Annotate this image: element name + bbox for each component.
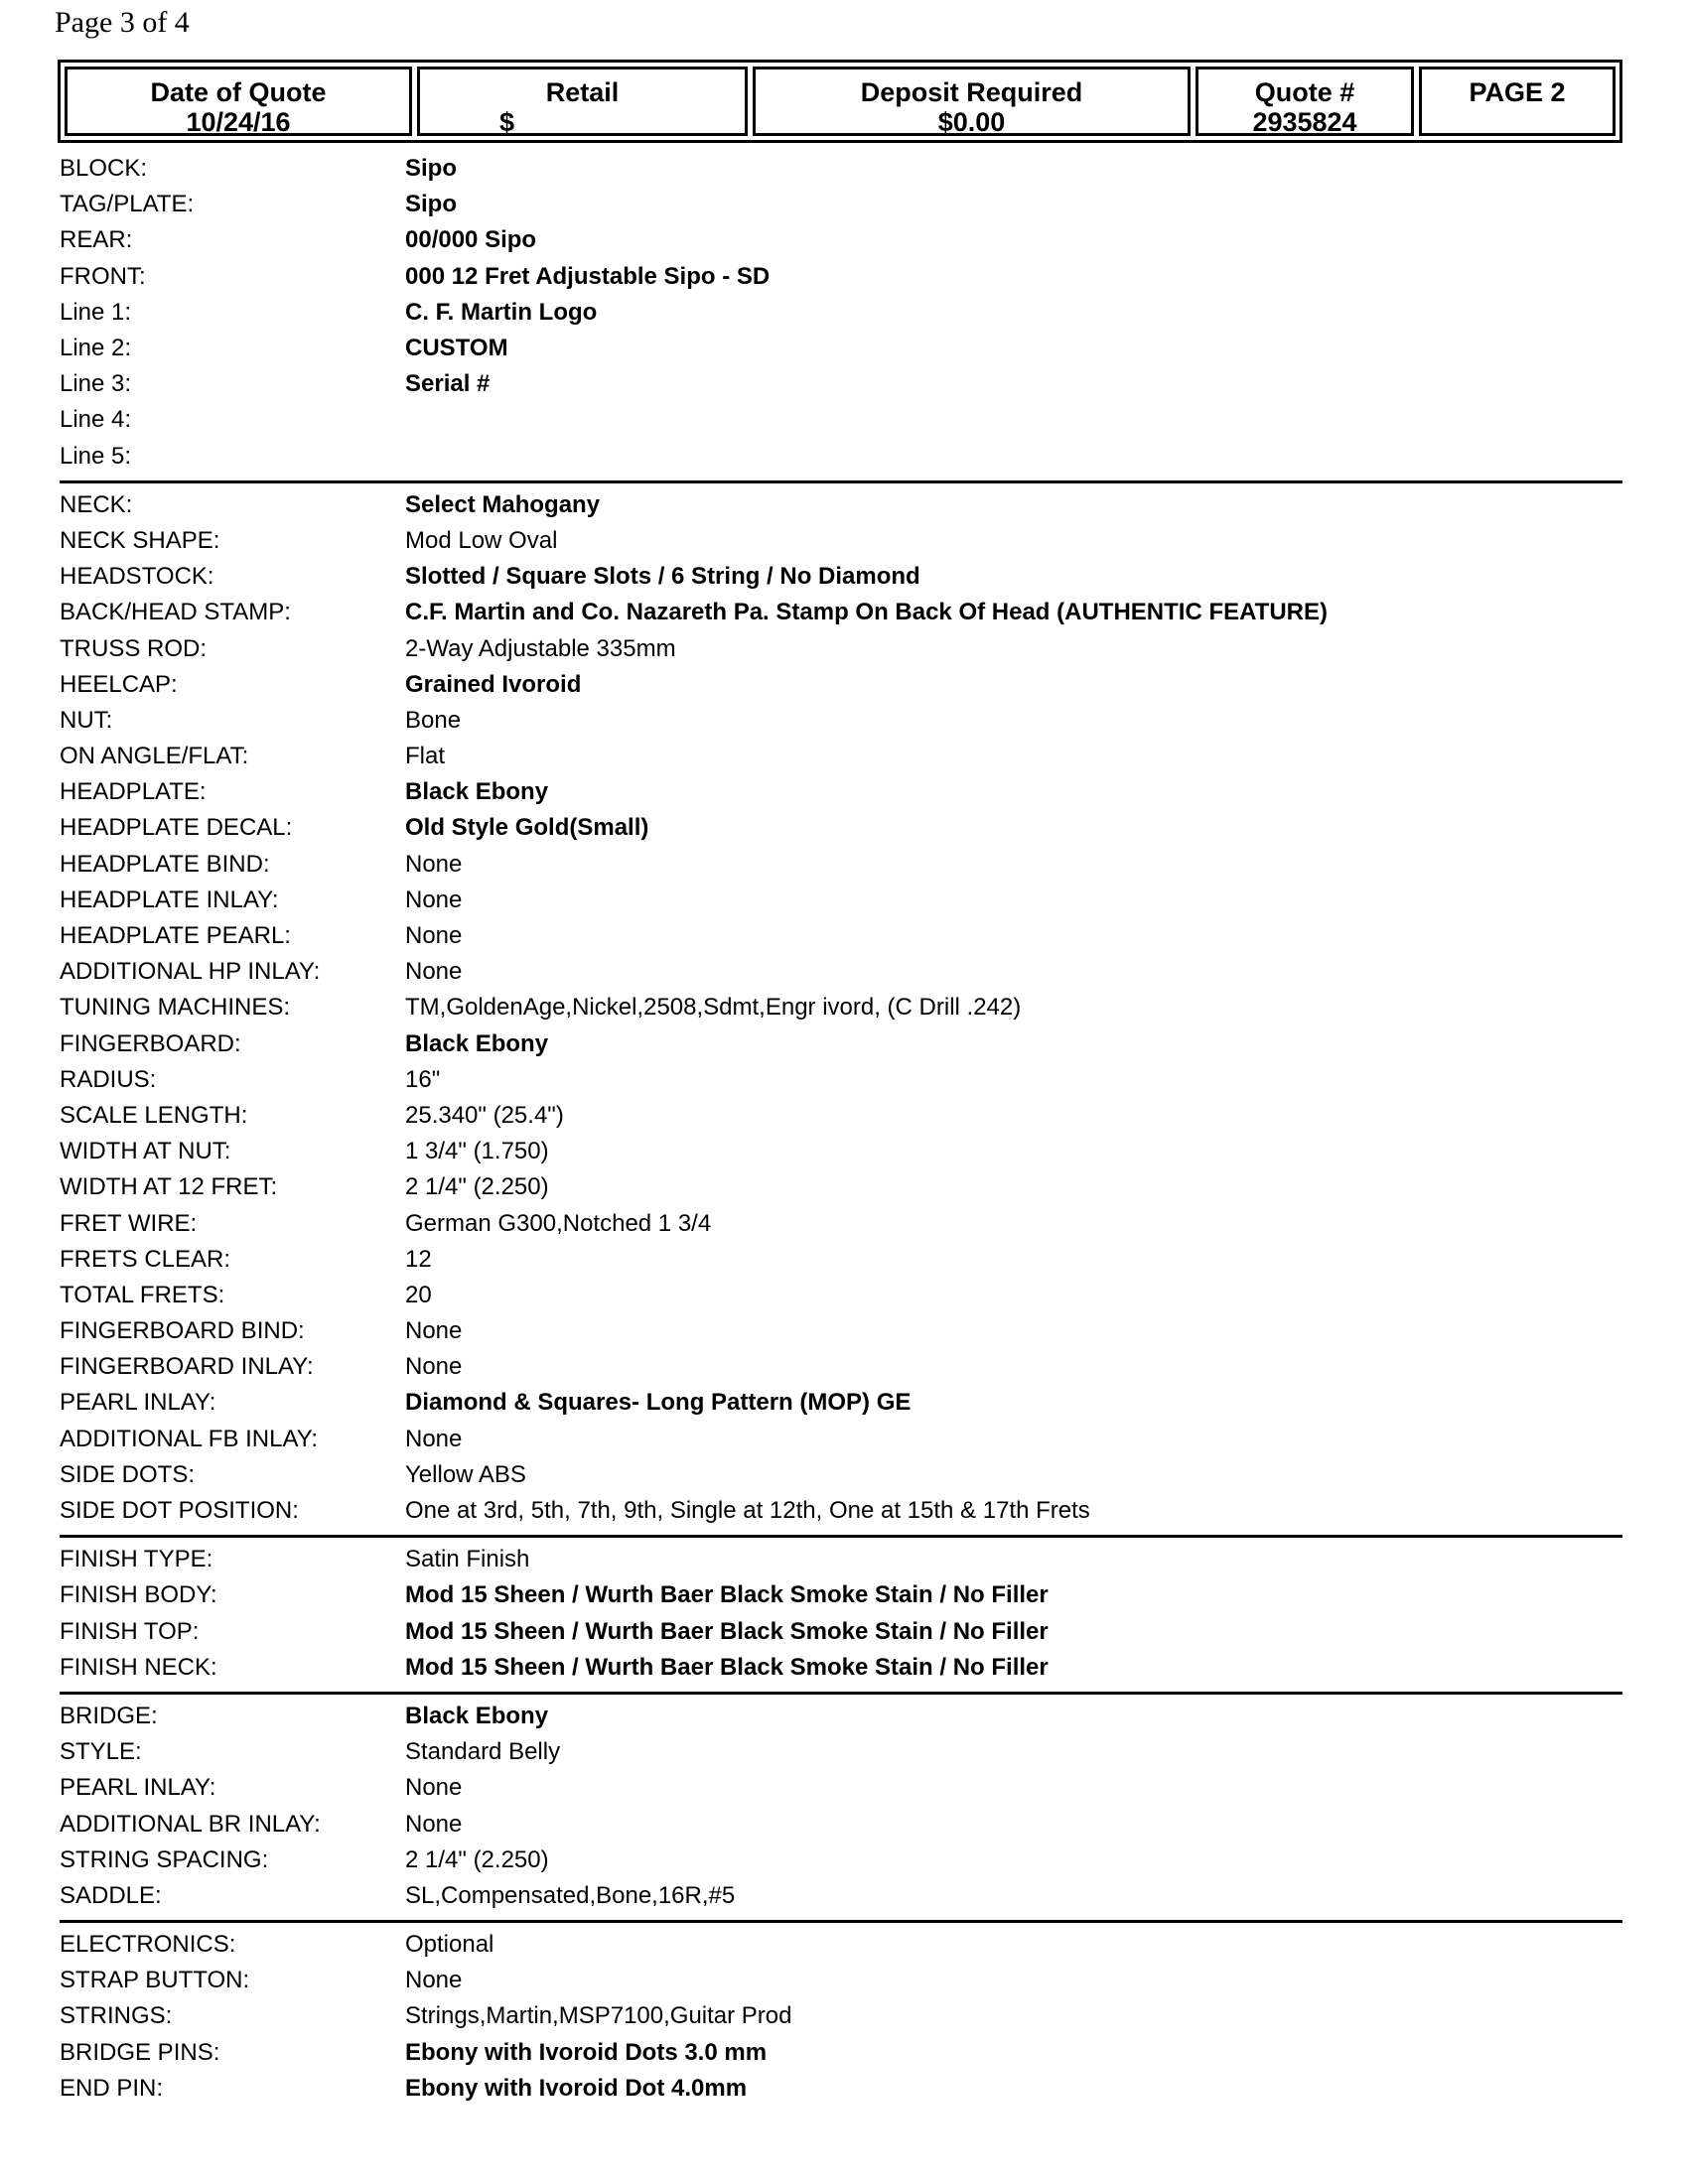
- spec-row: [60, 1650, 1622, 1686]
- spec-value: 16": [405, 1065, 441, 1093]
- spec-row: [60, 1422, 1622, 1457]
- spec-value: Standard Belly: [405, 1738, 561, 1766]
- spec-value: None: [405, 958, 463, 986]
- page-cell: [1419, 67, 1616, 136]
- spec-value: None: [405, 1967, 463, 1994]
- spec-row: [60, 1169, 1622, 1205]
- spec-row: [60, 1614, 1622, 1650]
- spec-label: SADDLE:: [60, 1881, 162, 1909]
- spec-value: Black Ebony: [405, 778, 549, 806]
- spec-row: [60, 1134, 1622, 1169]
- spec-label: STYLE:: [60, 1738, 142, 1766]
- spec-label: NUT:: [60, 706, 113, 734]
- spec-row: [60, 1843, 1622, 1878]
- spec-label: WIDTH AT NUT:: [60, 1138, 231, 1165]
- spec-row: [60, 1385, 1622, 1421]
- spec-row: [60, 187, 1622, 222]
- quote-number-label: Quote #: [1254, 77, 1355, 107]
- spec-row: [60, 630, 1622, 666]
- spec-row: [60, 1278, 1622, 1313]
- spec-label: Line 2:: [60, 335, 132, 362]
- spec-value: One at 3rd, 5th, 7th, 9th, Single at 12th, One at 15th & 17th Frets: [405, 1497, 1090, 1525]
- retail-label: Retail: [545, 77, 620, 107]
- spec-row: [60, 739, 1622, 774]
- date-of-quote-cell: [65, 67, 412, 136]
- spec-label: STRING SPACING:: [60, 1845, 269, 1873]
- page-number: Page 3 of 4: [55, 6, 190, 39]
- spec-label: PEARL INLAY:: [60, 1389, 216, 1417]
- spec-value: Flat: [405, 743, 446, 770]
- date-of-quote-value: 10/24/16: [186, 107, 291, 137]
- spec-label: BLOCK:: [60, 155, 148, 183]
- spec-value: 25.340" (25.4"): [405, 1101, 564, 1129]
- quote-number-value: 2935824: [1252, 107, 1357, 137]
- retail-cell: [417, 67, 748, 136]
- spec-value: Satin Finish: [405, 1546, 530, 1573]
- spec-label: FINGERBOARD BIND:: [60, 1317, 305, 1345]
- spec-value: Old Style Gold(Small): [405, 814, 649, 842]
- spec-label: FINISH NECK:: [60, 1653, 217, 1681]
- spec-value: 2 1/4" (2.250): [405, 1173, 549, 1201]
- spec-label: REAR:: [60, 226, 133, 254]
- spec-sections: [60, 147, 1622, 2113]
- spec-value: CUSTOM: [405, 335, 508, 362]
- section-bridge: [60, 1692, 1622, 1920]
- spec-value: Black Ebony: [405, 1702, 549, 1729]
- spec-row: [60, 847, 1622, 883]
- spec-label: ADDITIONAL FB INLAY:: [60, 1425, 319, 1452]
- spec-row: [60, 1098, 1622, 1134]
- spec-label: RADIUS:: [60, 1065, 157, 1093]
- spec-row: [60, 523, 1622, 559]
- spec-row: [60, 1542, 1622, 1577]
- spec-row: [60, 2035, 1622, 2071]
- deposit-value: $0.00: [937, 107, 1006, 137]
- spec-value: None: [405, 1317, 463, 1345]
- spec-label: HEADSTOCK:: [60, 563, 214, 591]
- spec-row: [60, 1457, 1622, 1493]
- section-finish: [60, 1535, 1622, 1692]
- spec-value: 00/000 Sipo: [405, 226, 537, 254]
- spec-value: None: [405, 1774, 463, 1802]
- quote-number-cell: [1196, 67, 1414, 136]
- spec-value: Sipo: [405, 155, 457, 183]
- spec-row: [60, 1205, 1622, 1241]
- spec-label: FRETS CLEAR:: [60, 1245, 231, 1273]
- spec-row: [60, 1493, 1622, 1529]
- spec-row: [60, 487, 1622, 523]
- spec-row: [60, 222, 1622, 258]
- spec-row: [60, 1734, 1622, 1770]
- spec-row: [60, 1026, 1622, 1062]
- spec-value: Mod 15 Sheen / Wurth Baer Black Smoke Stain / No Filler: [405, 1653, 1049, 1681]
- spec-row: [60, 1770, 1622, 1806]
- spec-label: HEADPLATE:: [60, 778, 207, 806]
- spec-label: FRONT:: [60, 262, 146, 290]
- spec-label: Line 1:: [60, 298, 132, 326]
- spec-row: [60, 1242, 1622, 1278]
- spec-label: TUNING MACHINES:: [60, 994, 291, 1022]
- spec-label: HEADPLATE PEARL:: [60, 922, 291, 950]
- spec-value: Ebony with Ivoroid Dot 4.0mm: [405, 2074, 748, 2102]
- deposit-label: Deposit Required: [860, 77, 1083, 107]
- spec-row: [60, 559, 1622, 595]
- spec-row: [60, 1313, 1622, 1349]
- spec-row: [60, 1577, 1622, 1613]
- spec-label: HEADPLATE DECAL:: [60, 814, 293, 842]
- spec-row: [60, 1806, 1622, 1842]
- spec-label: TAG/PLATE:: [60, 191, 195, 218]
- spec-value: Grained Ivoroid: [405, 670, 582, 698]
- spec-label: PEARL INLAY:: [60, 1774, 216, 1802]
- page-cell-label: PAGE 2: [1469, 77, 1566, 107]
- spec-value: Mod 15 Sheen / Wurth Baer Black Smoke Stain / No Filler: [405, 1581, 1049, 1609]
- spec-label: Line 4:: [60, 406, 132, 434]
- spec-row: [60, 366, 1622, 402]
- spec-value: Mod 15 Sheen / Wurth Baer Black Smoke Stain / No Filler: [405, 1617, 1049, 1645]
- spec-value: Sipo: [405, 191, 457, 218]
- spec-row: [60, 151, 1622, 187]
- spec-value: 2 1/4" (2.250): [405, 1845, 549, 1873]
- spec-row: [60, 774, 1622, 810]
- spec-label: FINGERBOARD INLAY:: [60, 1353, 314, 1381]
- spec-value: Bone: [405, 706, 462, 734]
- spec-value: None: [405, 1353, 463, 1381]
- spec-label: FINISH BODY:: [60, 1581, 217, 1609]
- spec-row: [60, 954, 1622, 990]
- spec-row: [60, 990, 1622, 1025]
- spec-row: [60, 402, 1622, 438]
- spec-value: 1 3/4" (1.750): [405, 1138, 549, 1165]
- spec-row: [60, 1998, 1622, 2034]
- spec-label: FINISH TOP:: [60, 1617, 200, 1645]
- spec-label: SIDE DOT POSITION:: [60, 1497, 299, 1525]
- spec-row: [60, 259, 1622, 295]
- quote-header: [58, 60, 1622, 143]
- spec-label: TRUSS ROD:: [60, 634, 208, 662]
- spec-label: HEADPLATE BIND:: [60, 850, 270, 878]
- spec-row: [60, 667, 1622, 703]
- spec-value: None: [405, 886, 463, 913]
- spec-value: Slotted / Square Slots / 6 String / No Diamond: [405, 563, 920, 591]
- spec-value: None: [405, 922, 463, 950]
- spec-value: Ebony with Ivoroid Dots 3.0 mm: [405, 2038, 768, 2066]
- spec-label: BACK/HEAD STAMP:: [60, 599, 291, 626]
- spec-value: 20: [405, 1281, 432, 1308]
- spec-label: ON ANGLE/FLAT:: [60, 743, 249, 770]
- spec-row: [60, 810, 1622, 846]
- spec-label: TOTAL FRETS:: [60, 1281, 225, 1308]
- spec-label: STRAP BUTTON:: [60, 1967, 250, 1994]
- spec-value: TM,GoldenAge,Nickel,2508,Sdmt,Engr ivord, (C Drill .242): [405, 994, 1022, 1022]
- spec-row: [60, 1062, 1622, 1098]
- spec-label: WIDTH AT 12 FRET:: [60, 1173, 278, 1201]
- spec-value: Diamond & Squares- Long Pattern (MOP) GE: [405, 1389, 912, 1417]
- spec-value: Mod Low Oval: [405, 526, 558, 554]
- spec-row: [60, 1699, 1622, 1734]
- spec-label: FINGERBOARD:: [60, 1029, 241, 1057]
- spec-row: [60, 295, 1622, 331]
- spec-row: [60, 331, 1622, 366]
- spec-value: Yellow ABS: [405, 1460, 526, 1488]
- spec-row: [60, 1963, 1622, 1998]
- spec-value: SL,Compensated,Bone,16R,#5: [405, 1881, 736, 1909]
- spec-row: [60, 439, 1622, 475]
- spec-label: ELECTRONICS:: [60, 1931, 236, 1959]
- spec-label: Line 5:: [60, 442, 132, 470]
- spec-label: SCALE LENGTH:: [60, 1101, 248, 1129]
- section-block: [60, 147, 1622, 480]
- spec-value: C. F. Martin Logo: [405, 298, 598, 326]
- spec-label: HEELCAP:: [60, 670, 178, 698]
- spec-label: STRINGS:: [60, 2002, 173, 2030]
- spec-row: [60, 703, 1622, 739]
- deposit-cell: [753, 67, 1191, 136]
- spec-row: [60, 883, 1622, 918]
- spec-value: None: [405, 1810, 463, 1838]
- spec-row: [60, 1349, 1622, 1385]
- spec-value: Black Ebony: [405, 1029, 549, 1057]
- spec-label: NECK:: [60, 490, 133, 518]
- spec-row: [60, 1878, 1622, 1914]
- spec-value: 000 12 Fret Adjustable Sipo - SD: [405, 262, 771, 290]
- spec-label: ADDITIONAL HP INLAY:: [60, 958, 321, 986]
- spec-row: [60, 1927, 1622, 1963]
- spec-label: Line 3:: [60, 370, 132, 398]
- spec-label: FRET WIRE:: [60, 1209, 198, 1237]
- spec-value: German G300,Notched 1 3/4: [405, 1209, 712, 1237]
- spec-label: BRIDGE:: [60, 1702, 158, 1729]
- spec-label: HEADPLATE INLAY:: [60, 886, 279, 913]
- spec-label: BRIDGE PINS:: [60, 2038, 220, 2066]
- section-electronics: [60, 1920, 1622, 2113]
- spec-row: [60, 918, 1622, 954]
- spec-value: 2-Way Adjustable 335mm: [405, 634, 676, 662]
- spec-row: [60, 595, 1622, 630]
- spec-value: 12: [405, 1245, 432, 1273]
- spec-row: [60, 2071, 1622, 2107]
- retail-value: $: [499, 107, 515, 137]
- spec-value: None: [405, 850, 463, 878]
- spec-value: C.F. Martin and Co. Nazareth Pa. Stamp On Back Of Head (AUTHENTIC FEATURE): [405, 599, 1328, 626]
- spec-label: END PIN:: [60, 2074, 164, 2102]
- spec-label: SIDE DOTS:: [60, 1460, 196, 1488]
- date-of-quote-label: Date of Quote: [150, 77, 327, 107]
- spec-label: ADDITIONAL BR INLAY:: [60, 1810, 321, 1838]
- spec-value: Optional: [405, 1931, 494, 1959]
- section-neck: [60, 480, 1622, 1535]
- spec-label: FINISH TYPE:: [60, 1546, 213, 1573]
- spec-label: NECK SHAPE:: [60, 526, 220, 554]
- spec-value: Serial #: [405, 370, 491, 398]
- spec-value: None: [405, 1425, 463, 1452]
- spec-value: Select Mahogany: [405, 490, 601, 518]
- spec-value: Strings,Martin,MSP7100,Guitar Prod: [405, 2002, 792, 2030]
